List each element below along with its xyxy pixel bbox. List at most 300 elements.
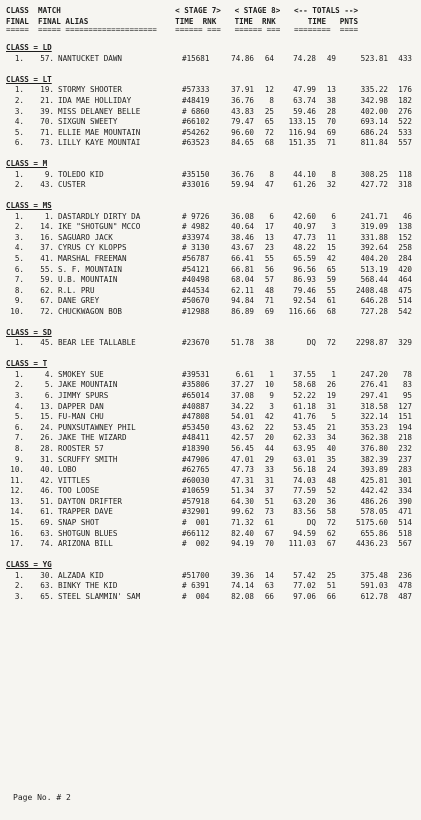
total-points: 236 (398, 570, 412, 580)
total-time: 2298.87 (355, 338, 388, 348)
match-rank: 15. (40, 412, 54, 422)
stage7-time: 82.08 (231, 591, 254, 601)
stage8-rank: 13 (326, 85, 336, 95)
stage8-time: DQ (306, 518, 316, 528)
total-points: 487 (398, 591, 412, 601)
member-number: # 6860 (182, 106, 210, 116)
shooter-alias: STORMY SHOOTER (58, 85, 123, 95)
member-number: #60030 (182, 475, 210, 485)
shooter-alias: LILLY KAYE MOUNTAI (58, 138, 141, 148)
final-rank: 5. (14, 412, 24, 422)
total-time: 591.03 (360, 581, 388, 591)
stage8-time: 65.59 (293, 254, 316, 264)
result-row (6, 571, 416, 582)
total-points: 475 (398, 285, 412, 295)
final-rank: 6. (14, 422, 24, 432)
stage8-time: 97.06 (293, 591, 316, 601)
stage7-rank: 9 (269, 390, 274, 400)
match-rank: 63. (40, 581, 54, 591)
result-row (6, 465, 416, 476)
stage8-rank: 67 (326, 539, 336, 549)
total-time: 2408.48 (355, 285, 388, 295)
total-points: 176 (398, 85, 412, 95)
match-rank: 31. (40, 454, 54, 464)
stage8-time: 52.22 (293, 390, 316, 400)
stage7-time: 68.04 (231, 275, 254, 285)
shooter-alias: NANTUCKET DAWN (58, 53, 123, 63)
member-number: #35150 (182, 169, 210, 179)
stage7-rank: 20 (264, 433, 274, 443)
match-rank: 30. (40, 570, 54, 580)
stage7-rank: 68 (264, 138, 274, 148)
result-row (6, 581, 416, 592)
shooter-alias: VITTLES (58, 475, 91, 485)
final-rank: 6. (14, 138, 24, 148)
match-rank: 39. (40, 106, 54, 116)
final-rank: 1. (14, 85, 24, 95)
member-number: #10659 (182, 486, 210, 496)
total-time: 319.09 (360, 222, 388, 232)
stage7-rank: 31 (264, 475, 274, 485)
total-points: 567 (398, 539, 412, 549)
total-points: 542 (398, 307, 412, 316)
stage7-time: 36.08 (231, 211, 254, 221)
member-number: #33974 (182, 232, 210, 242)
result-row (6, 423, 416, 434)
total-points: 471 (398, 507, 412, 517)
final-rank: 6. (14, 264, 24, 274)
final-rank: 3. (14, 390, 24, 400)
stage8-time: 61.18 (293, 401, 316, 411)
total-time: 655.86 (360, 528, 388, 538)
total-points: 533 (398, 127, 412, 137)
total-points: 258 (398, 243, 412, 253)
shooter-alias: CHUCKWAGON BOB (58, 307, 123, 316)
member-number: #44534 (182, 285, 210, 295)
stage7-rank: 33 (264, 465, 274, 475)
total-points: 151 (398, 412, 412, 422)
stage8-time: 47.73 (293, 232, 316, 242)
stage7-rank: 70 (264, 539, 274, 549)
result-row (6, 128, 416, 139)
shooter-alias: JAKE THE WIZARD (58, 433, 127, 443)
total-time: 375.48 (360, 570, 388, 580)
stage7-time: 51.78 (231, 338, 254, 348)
total-time: 612.78 (360, 591, 388, 601)
stage8-rank: 61 (326, 296, 336, 306)
member-number: #12988 (182, 307, 210, 316)
result-row (6, 85, 416, 96)
shooter-alias: SNAP SHOT (58, 518, 100, 528)
member-number: #51700 (182, 570, 210, 580)
stage8-rank: 70 (326, 117, 336, 127)
member-number: #54262 (182, 127, 210, 137)
header-line-2: FINAL FINAL ALIAS TIME RNK TIME RNK TIME PNTS (6, 16, 359, 26)
stage7-rank: 44 (264, 443, 274, 453)
shooter-alias: SAGUARO JACK (58, 232, 113, 242)
result-row (6, 507, 416, 518)
stage8-rank: 42 (326, 254, 336, 264)
total-time: 353.23 (360, 422, 388, 432)
stage8-time: 79.46 (293, 285, 316, 295)
match-rank: 37. (40, 243, 54, 253)
stage8-rank: 52 (326, 486, 336, 496)
result-row (6, 486, 416, 497)
stage8-rank: 35 (326, 454, 336, 464)
stage8-time: 62.33 (293, 433, 316, 443)
stage8-time: 58.68 (293, 380, 316, 390)
result-row (6, 539, 416, 550)
member-number: #62765 (182, 465, 210, 475)
stage7-time: 36.76 (231, 95, 254, 105)
stage7-time: 37.91 (231, 85, 254, 95)
member-number: #65014 (182, 390, 210, 400)
member-number: #39531 (182, 369, 210, 379)
match-rank: 1. (44, 211, 54, 221)
final-rank: 10. (10, 465, 24, 475)
match-rank: 63. (40, 528, 54, 538)
class-label: CLASS = M (6, 159, 48, 169)
final-rank: 15. (10, 518, 24, 528)
class-section (6, 43, 416, 64)
shooter-alias: ALZADA KID (58, 570, 104, 580)
total-points: 182 (398, 95, 412, 105)
final-rank: 17. (10, 539, 24, 549)
match-rank: 24. (40, 422, 54, 432)
stage7-time: 6.61 (235, 369, 254, 379)
stage8-rank: 68 (326, 307, 336, 316)
stage7-rank: 61 (264, 518, 274, 528)
result-row (6, 296, 416, 307)
stage8-rank: 32 (326, 180, 336, 190)
stage8-rank: 38 (326, 95, 336, 105)
result-row (6, 391, 416, 402)
stage7-rank: 69 (264, 307, 274, 316)
stage8-time: 77.02 (293, 581, 316, 591)
total-points: 283 (398, 465, 412, 475)
stage8-time: 63.74 (293, 95, 316, 105)
stage8-time: 74.03 (293, 475, 316, 485)
stage7-rank: 56 (264, 264, 274, 274)
stage7-time: 47.01 (231, 454, 254, 464)
member-number: # 9726 (182, 211, 210, 221)
stage8-rank: 6 (331, 211, 336, 221)
stage8-time: 63.20 (293, 496, 316, 506)
stage8-rank: 72 (326, 338, 336, 348)
result-row (6, 592, 416, 603)
final-rank: 1. (14, 169, 24, 179)
stage8-rank: 26 (326, 380, 336, 390)
member-number: #40498 (182, 275, 210, 285)
match-rank: 14. (40, 222, 54, 232)
match-rank: 42. (40, 475, 54, 485)
result-row (6, 444, 416, 455)
final-rank: 4. (14, 243, 24, 253)
stage7-rank: 13 (264, 232, 274, 242)
match-rank: 74. (40, 539, 54, 549)
result-row (6, 380, 416, 391)
total-points: 276 (398, 106, 412, 116)
total-time: 425.81 (360, 475, 388, 485)
total-points: 83 (402, 380, 412, 390)
stage7-rank: 14 (264, 570, 274, 580)
result-row (6, 222, 416, 233)
stage8-time: 47.99 (293, 85, 316, 95)
total-points: 237 (398, 454, 412, 464)
class-label: CLASS = T (6, 359, 48, 369)
total-points: 152 (398, 232, 412, 242)
member-number: #53450 (182, 422, 210, 432)
stage8-time: 53.45 (293, 422, 316, 432)
total-points: 514 (398, 296, 412, 306)
stage7-time: 36.76 (231, 169, 254, 179)
stage8-rank: 19 (326, 390, 336, 400)
result-row (6, 518, 416, 529)
shooter-alias: ROOSTER 57 (58, 443, 104, 453)
total-time: 331.88 (360, 232, 388, 242)
final-rank: 14. (10, 507, 24, 517)
final-rank: 1. (14, 211, 24, 221)
total-points: 95 (402, 390, 412, 400)
final-rank: 5. (14, 127, 24, 137)
total-time: 402.00 (360, 106, 388, 116)
stage8-time: 61.26 (293, 180, 316, 190)
shooter-alias: CYRUS CY KLOPPS (58, 243, 127, 253)
stage7-time: 66.41 (231, 254, 254, 264)
total-points: 127 (398, 401, 412, 411)
stage7-time: 99.62 (231, 507, 254, 517)
total-points: 433 (398, 53, 412, 63)
shooter-alias: SIXGUN SWEETY (58, 117, 118, 127)
stage8-time: 40.97 (293, 222, 316, 232)
shooter-alias: ELLIE MAE MOUNTAIN (58, 127, 141, 137)
total-time: 335.22 (360, 85, 388, 95)
final-rank: 5. (14, 254, 24, 264)
class-label: CLASS = LD (6, 43, 52, 53)
match-rank: 21. (40, 95, 54, 105)
total-time: 513.19 (360, 264, 388, 274)
stage8-time: 116.94 (288, 127, 316, 137)
stage7-rank: 29 (264, 454, 274, 464)
match-rank: 45. (40, 338, 54, 348)
stage7-rank: 8 (269, 95, 274, 105)
stage7-rank: 42 (264, 412, 274, 422)
member-number: # 001 (182, 518, 210, 528)
stage7-time: 42.57 (231, 433, 254, 443)
stage8-rank: 58 (326, 507, 336, 517)
stage7-time: 39.36 (231, 570, 254, 580)
stage8-time: 42.60 (293, 211, 316, 221)
stage7-time: 96.60 (231, 127, 254, 137)
final-rank: 7. (14, 433, 24, 443)
stage8-time: 41.76 (293, 412, 316, 422)
stage8-time: 133.15 (288, 117, 316, 127)
stage7-rank: 38 (264, 338, 274, 348)
total-points: 518 (398, 528, 412, 538)
stage8-rank: 49 (326, 53, 336, 63)
final-rank: 4. (14, 401, 24, 411)
final-rank: 16. (10, 528, 24, 538)
shooter-alias: TRAPPER DAVE (58, 507, 113, 517)
match-rank: 16. (40, 232, 54, 242)
total-points: 522 (398, 117, 412, 127)
total-time: 342.98 (360, 95, 388, 105)
final-rank: 1. (14, 338, 24, 348)
stage7-rank: 25 (264, 106, 274, 116)
shooter-alias: LOBO (58, 465, 77, 475)
shooter-alias: BINKY THE KID (58, 581, 118, 591)
result-row (6, 529, 416, 540)
final-rank: 2. (14, 95, 24, 105)
stage7-time: 43.67 (231, 243, 254, 253)
total-time: 4436.23 (355, 539, 388, 549)
stage7-rank: 6 (269, 211, 274, 221)
match-rank: 59. (40, 275, 54, 285)
shooter-alias: DANE GREY (58, 296, 100, 306)
total-points: 232 (398, 443, 412, 453)
match-rank: 9. (44, 169, 54, 179)
class-label: CLASS = MS (6, 201, 52, 211)
stage7-time: 74.14 (231, 581, 254, 591)
stage7-time: 54.01 (231, 412, 254, 422)
result-row (6, 370, 416, 381)
member-number: # 3130 (182, 243, 210, 253)
final-rank: 2. (14, 180, 24, 190)
shooter-alias: IKE "SHOTGUN" MCCO (58, 222, 141, 232)
match-rank: 70. (40, 117, 54, 127)
stage8-time: 44.10 (293, 169, 316, 179)
shooter-alias: ARIZONA BILL (58, 539, 113, 549)
total-points: 557 (398, 138, 412, 148)
stage7-time: 62.11 (231, 285, 254, 295)
shooter-alias: JIMMY SPURS (58, 390, 109, 400)
stage8-rank: 72 (326, 518, 336, 528)
stage7-time: 79.47 (231, 117, 254, 127)
stage8-rank: 24 (326, 465, 336, 475)
stage7-time: 43.83 (231, 106, 254, 116)
match-rank: 62. (40, 285, 54, 295)
final-rank: 10. (10, 307, 24, 316)
stage8-rank: 25 (326, 570, 336, 580)
member-number: #15681 (182, 53, 210, 63)
match-rank: 41. (40, 254, 54, 264)
shooter-alias: TOO LOOSE (58, 486, 100, 496)
shooter-alias: TOLEDO KID (58, 169, 104, 179)
total-time: 686.24 (360, 127, 388, 137)
stage7-time: 51.34 (231, 486, 254, 496)
stage8-rank: 1 (331, 369, 336, 379)
stage8-time: 57.42 (293, 570, 316, 580)
total-points: 390 (398, 496, 412, 506)
stage8-time: 111.03 (288, 539, 316, 549)
total-points: 514 (398, 518, 412, 528)
total-points: 118 (398, 169, 412, 179)
total-time: 486.26 (360, 496, 388, 506)
class-label: CLASS = SD (6, 327, 52, 337)
match-rank: 4. (44, 369, 54, 379)
result-row (6, 286, 416, 297)
stage7-time: 56.45 (231, 443, 254, 453)
final-rank: 9. (14, 296, 24, 306)
stage7-rank: 47 (264, 180, 274, 190)
result-row (6, 233, 416, 244)
stage7-rank: 63 (264, 581, 274, 591)
total-points: 329 (398, 338, 412, 348)
stage8-time: 96.56 (293, 264, 316, 274)
final-rank: 1. (14, 369, 24, 379)
stage7-time: 34.22 (231, 401, 254, 411)
stage8-time: 94.59 (293, 528, 316, 538)
stage7-time: 94.84 (231, 296, 254, 306)
stage7-time: 43.62 (231, 422, 254, 432)
class-label: CLASS = YG (6, 560, 52, 570)
stage7-time: 59.94 (231, 180, 254, 190)
result-row (6, 338, 416, 349)
stage8-time: 37.55 (293, 369, 316, 379)
stage8-rank: 62 (326, 528, 336, 538)
stage8-rank: 15 (326, 243, 336, 253)
total-time: 693.14 (360, 117, 388, 127)
member-number: #66112 (182, 528, 210, 538)
total-time: 578.05 (360, 507, 388, 517)
result-row (6, 180, 416, 191)
total-points: 138 (398, 222, 412, 232)
stage7-time: 82.40 (231, 528, 254, 538)
final-rank: 12. (10, 486, 24, 496)
final-rank: 1. (14, 53, 24, 63)
final-rank: 2. (14, 581, 24, 591)
match-rank: 26. (40, 433, 54, 443)
total-points: 301 (398, 475, 412, 485)
stage8-time: DQ (306, 338, 316, 348)
stage8-rank: 51 (326, 581, 336, 591)
final-rank: 11. (10, 475, 24, 485)
match-rank: 73. (40, 138, 54, 148)
stage8-rank: 55 (326, 285, 336, 295)
result-row (6, 212, 416, 223)
shooter-alias: R.L. PRU (58, 285, 95, 295)
member-number: #57333 (182, 85, 210, 95)
member-number: #35806 (182, 380, 210, 390)
match-rank: 51. (40, 496, 54, 506)
class-section (6, 75, 416, 149)
result-row (6, 265, 416, 276)
stage8-rank: 28 (326, 106, 336, 116)
stage8-time: 74.28 (293, 53, 316, 63)
total-time: 322.14 (360, 412, 388, 422)
stage7-rank: 73 (264, 507, 274, 517)
match-rank: 43. (40, 180, 54, 190)
shooter-alias: CUSTER (58, 180, 86, 190)
stage8-rank: 34 (326, 433, 336, 443)
total-time: 276.41 (360, 380, 388, 390)
stage7-time: 38.46 (231, 232, 254, 242)
stage7-time: 74.86 (231, 53, 254, 63)
stage7-rank: 8 (269, 169, 274, 179)
result-row (6, 107, 416, 118)
header-rule: ===== ===== ==================== ====== === ====== === ======== ==== (6, 27, 359, 34)
total-time: 393.89 (360, 465, 388, 475)
stage7-time: 66.81 (231, 264, 254, 274)
total-time: 523.81 (360, 53, 388, 63)
class-section (6, 328, 416, 349)
result-row (6, 307, 416, 318)
total-time: 568.44 (360, 275, 388, 285)
member-number: #63523 (182, 138, 210, 148)
shooter-alias: IDA MAE HOLLIDAY (58, 95, 132, 105)
total-time: 382.39 (360, 454, 388, 464)
stage7-rank: 67 (264, 528, 274, 538)
